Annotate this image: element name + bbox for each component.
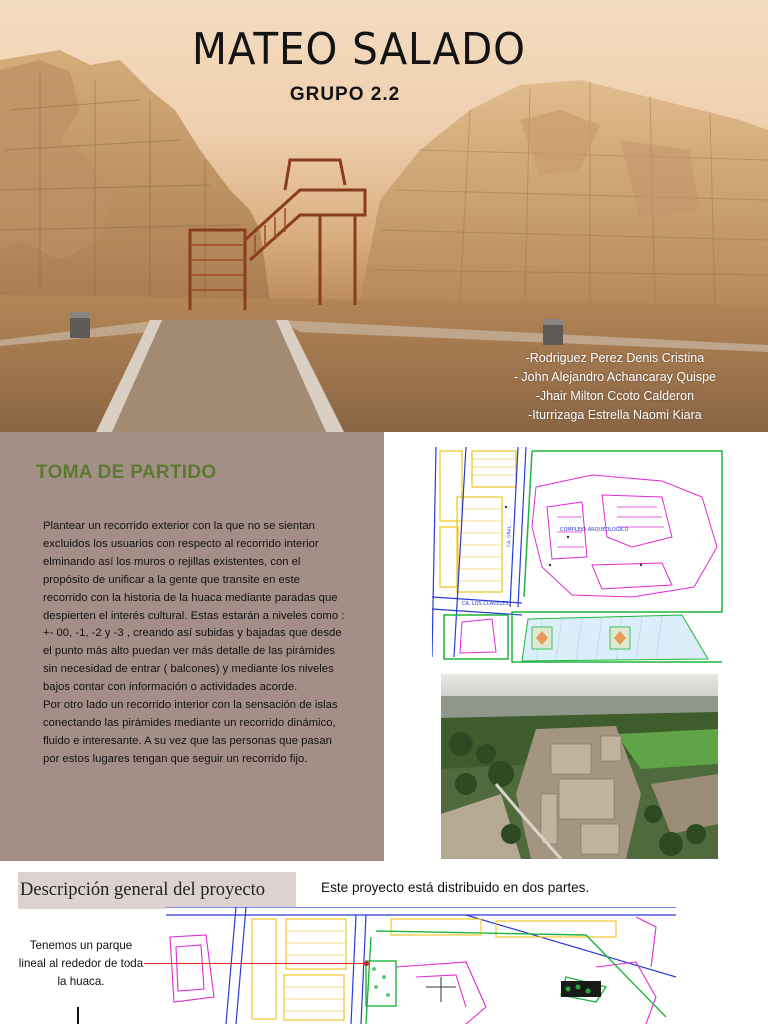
aerial-photo-drawing	[441, 674, 718, 859]
hero-banner	[0, 0, 768, 432]
site-plan-bottom-drawing	[166, 907, 676, 1024]
note-pointer-dot	[364, 961, 369, 966]
authors-list	[514, 349, 716, 425]
author-4: -Iturrizaga Estrella Naomi Kiara	[528, 408, 702, 422]
author-3: -Jhair Milton Ccoto Calderon	[535, 389, 695, 403]
site-label: COMPLEJO ARQUEOLOGICO	[560, 527, 629, 533]
parque-lineal-note: Tenemos un parque lineal al rededor de toda la huaca.	[18, 939, 144, 988]
street-label-claveles: CA. LOS CLAVELES	[462, 601, 509, 607]
note-pointer-line	[144, 963, 366, 964]
toma-de-partido-panel	[0, 432, 384, 861]
tick-mark	[77, 1007, 79, 1024]
page-title: MATEO SALADO	[192, 24, 526, 75]
aerial-photo	[441, 674, 718, 859]
site-plan-bottom	[166, 907, 676, 1024]
author-1: -Rodriguez Perez Denis Cristina	[525, 351, 705, 365]
author-2: - John Alejandro Achancaray Quispe	[513, 370, 716, 384]
toma-heading: TOMA DE PARTIDO	[36, 462, 217, 483]
descripcion-heading: Descripción general del proyecto	[18, 872, 296, 909]
site-plan-drawing	[432, 447, 725, 669]
group-subtitle: GRUPO 2.2	[289, 84, 401, 105]
site-plan-top	[432, 447, 725, 669]
descripcion-intro: Este proyecto está distribuido en dos partes.	[321, 880, 590, 895]
street-label-vertical: CA. GRAL. ...	[507, 518, 513, 548]
toma-body: Plantear un recorrido exterior con la que no se sientan excluidos los usuarios con respecto al recorrido interior elminando así los muros o rejillas existentes, con el propósito de unificar a la gente que transite en este recorrido con la historia de la huaca mediante paradas que despierten el interés cultural. Estas estarán a niveles como : +- 00, -1, -2 y -3 , creando así subidas y bajadas que desde el punto más alto puedan ver más detalle de las pirámides sin necesidad de entrar ( balcones) y mediante los niveles bajos contar con información o actividades acorde. Por otro lado un recorrido interior con la sensación de islas conectando las pirámides mediante un recorrido dinámico, fluido e interesante. A su vez que las personas que pasan por estos lugares tengan que seguir un recorrido fijo.	[43, 520, 345, 765]
